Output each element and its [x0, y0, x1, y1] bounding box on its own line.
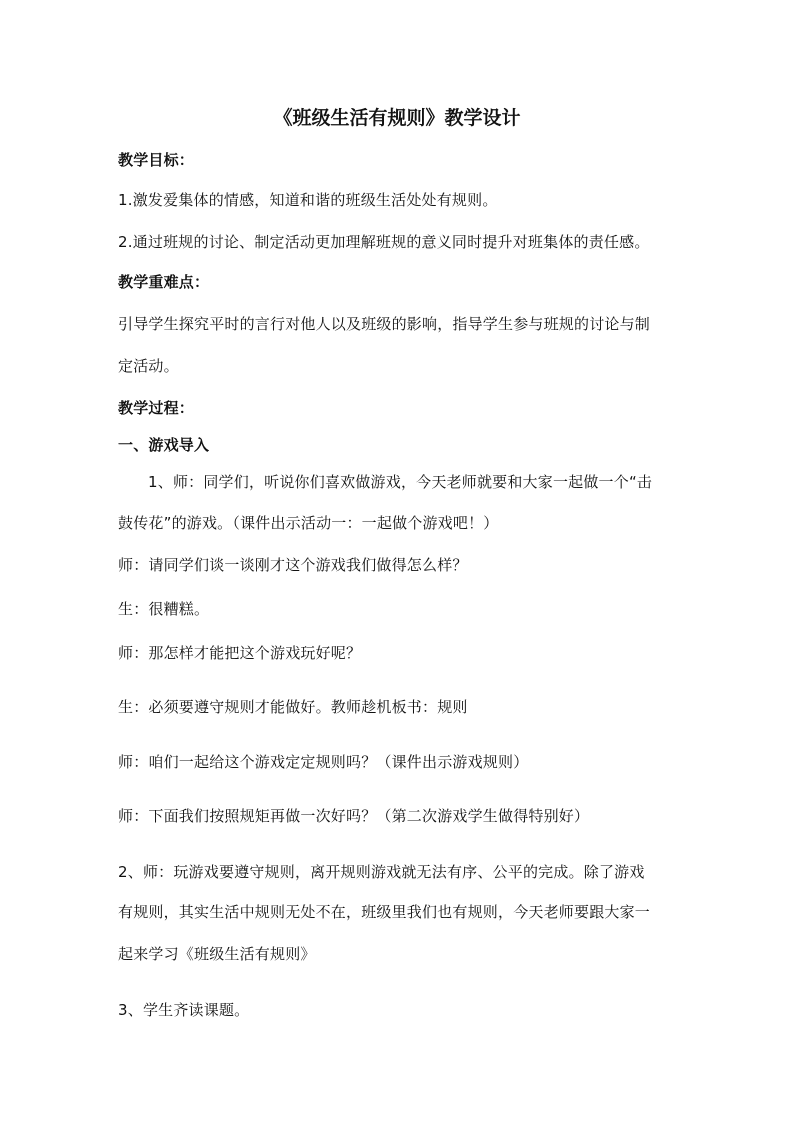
- section-1-heading: 一、游戏导入: [118, 436, 210, 454]
- step-1-line-1: 1、师：同学们，听说你们喜欢做游戏，今天老师就要和大家一起做一个“击: [148, 473, 653, 491]
- process-heading: 教学过程：: [118, 399, 195, 417]
- key-points-line-1: 引导学生探究平时的言行对他人以及班级的影响，指导学生参与班规的讨论与制: [118, 315, 651, 333]
- step-2-line-1: 2、师：玩游戏要遵守规则，离开规则游戏就无法有序、公平的完成。除了游戏: [118, 863, 645, 881]
- dialog-line-2: 生：很糟糕。: [118, 600, 210, 618]
- dialog-line-1: 师：请同学们谈一谈刚才这个游戏我们做得怎么样？: [118, 556, 468, 574]
- step-2-line-2: 有规则，其实生活中规则无处不在，班级里我们也有规则，今天老师要跟大家一: [118, 903, 651, 921]
- key-points-heading: 教学重难点：: [118, 273, 210, 291]
- step-3: 3、学生齐读课题。: [118, 1001, 250, 1019]
- objective-1: 1.激发爱集体的情感，知道和谐的班级生活处处有规则。: [118, 191, 498, 209]
- objective-2: 2.通过班规的讨论、制定活动更加理解班规的意义同时提升对班集体的责任感。: [118, 233, 650, 251]
- key-points-line-2: 定活动。: [118, 357, 179, 375]
- dialog-line-4: 生：必须要遵守规则才能做好。教师趁机板书：规则: [118, 698, 468, 716]
- dialog-line-6: 师：下面我们按照规矩再做一次好吗？（第二次游戏学生做得特别好）: [118, 807, 590, 825]
- step-2-line-3: 起来学习《班级生活有规则》: [118, 945, 316, 963]
- step-1-line-2: 鼓传花”的游戏。（课件出示活动一：一起做个游戏吧！）: [118, 514, 499, 532]
- dialog-line-3: 师：那怎样才能把这个游戏玩好呢？: [118, 644, 362, 662]
- dialog-line-5: 师：咱们一起给这个游戏定定规则吗？（课件出示游戏规则）: [118, 753, 529, 771]
- document-title: 《班级生活有规则》教学设计: [273, 107, 521, 129]
- objectives-heading: 教学目标：: [118, 151, 195, 169]
